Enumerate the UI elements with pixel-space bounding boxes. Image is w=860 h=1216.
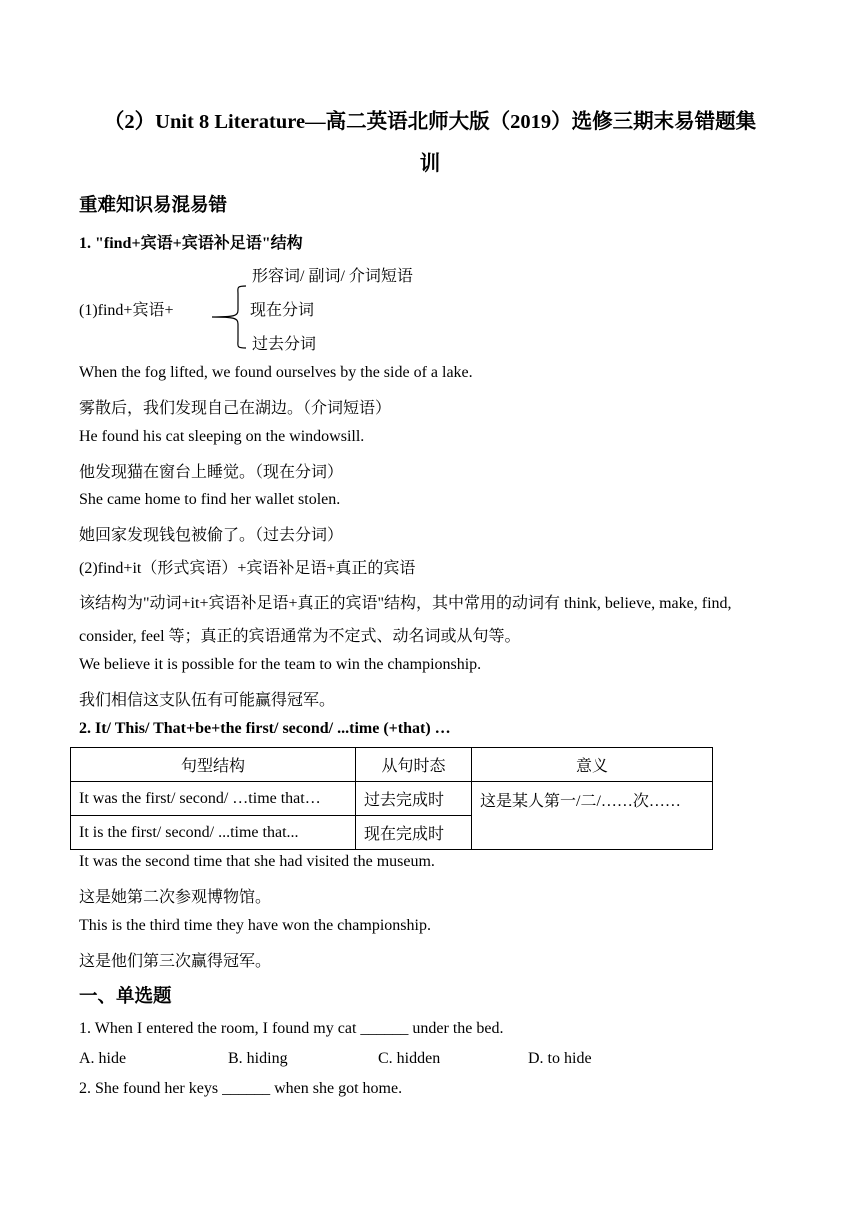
formula-left: (1)find+宾语+ (79, 302, 174, 319)
example-zh-5: 这是她第二次参观博物馆。 (79, 889, 272, 906)
section-heading-key-points: 重难知识易混易错 (79, 196, 228, 216)
table-cell-meaning: 这是某人第一/二/……次…… (472, 782, 713, 850)
table-header-cell: 句型结构 (71, 748, 356, 782)
point-2-heading: 2. It/ This/ That+be+the first/ second/ ...time (+that) … (79, 720, 451, 737)
table-row (71, 782, 713, 816)
example-en-5: It was the second time that she had visited the museum. (79, 853, 435, 870)
table-cell: 过去完成时 (356, 782, 472, 816)
example-zh-4: 我们相信这支队伍有可能赢得冠军。 (79, 692, 336, 709)
formula-option-adj: 形容词/ 副词/ 介词短语 (252, 268, 413, 285)
document-title-line2: 训 (419, 153, 441, 175)
point-1-heading: 1. "find+宾语+宾语补足语"结构 (79, 235, 303, 252)
point-1-sub-2: (2)find+it（形式宾语）+宾语补足语+真正的宾语 (79, 560, 416, 577)
table-cell: It was the first/ second/ …time that… (71, 782, 356, 816)
question-2-stem: 2. She found her keys ______ when she got home. (79, 1080, 403, 1097)
question-1-option-a: A. hide (79, 1050, 127, 1067)
brace-icon (206, 280, 254, 354)
table-header-row (71, 748, 713, 782)
example-zh-6: 这是他们第三次赢得冠军。 (79, 953, 272, 970)
question-1-option-b: B. hiding (228, 1050, 288, 1067)
example-zh-3: 她回家发现钱包被偷了。（过去分词） (79, 527, 344, 544)
example-en-3: She came home to find her wallet stolen. (79, 491, 341, 508)
question-1-option-c: C. hidden (378, 1050, 441, 1067)
example-zh-2: 他发现猫在窗台上睡觉。（现在分词） (79, 464, 344, 481)
table-header-cell: 意义 (472, 748, 713, 782)
example-en-2: He found his cat sleeping on the windowsill. (79, 428, 365, 445)
document-title-line1: （2）Unit 8 Literature—高二英语北师大版（2019）选修三期末易错题集 (103, 111, 757, 133)
example-en-6: This is the third time they have won the championship. (79, 917, 431, 934)
section-heading-single-choice: 一、单选题 (79, 987, 172, 1007)
sentence-pattern-table (70, 747, 713, 850)
example-en-4: We believe it is possible for the team to win the championship. (79, 656, 482, 673)
example-zh-1: 雾散后，我们发现自己在湖边。（介词短语） (79, 400, 392, 417)
question-1-option-d: D. to hide (528, 1050, 592, 1067)
explain-line-1: 该结构为"动词+it+宾语补足语+真正的宾语"结构，其中常用的动词有 think, believe, make, find, (79, 595, 732, 612)
question-1-stem: 1. When I entered the room, I found my cat ______ under the bed. (79, 1020, 504, 1037)
table-cell: 现在完成时 (356, 816, 472, 850)
formula-option-past-participle: 过去分词 (252, 336, 317, 353)
formula-option-present-participle: 现在分词 (250, 302, 315, 319)
example-en-1: When the fog lifted, we found ourselves by the side of a lake. (79, 364, 473, 381)
table-cell: It is the first/ second/ ...time that... (71, 816, 356, 850)
explain-line-2: consider, feel 等；真正的宾语通常为不定式、动名词或从句等。 (79, 628, 521, 645)
table-header-cell: 从句时态 (356, 748, 472, 782)
